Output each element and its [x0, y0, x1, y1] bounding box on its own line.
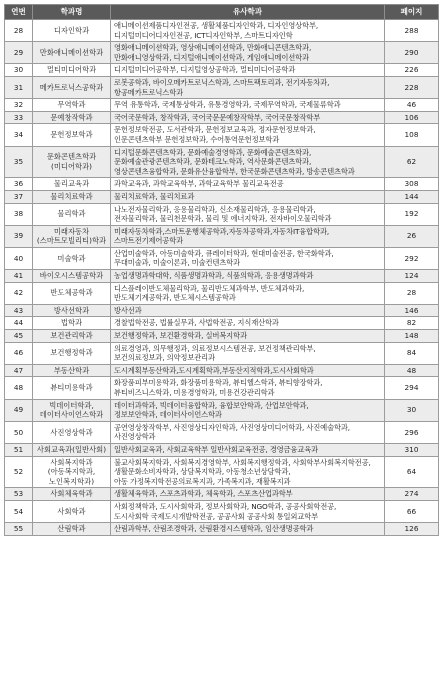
table-row — [5, 304, 439, 317]
department-cell — [33, 111, 111, 124]
similar-departments-cell — [111, 270, 385, 283]
department-name: 문헌정보학과 — [50, 130, 93, 140]
row-number: 48 — [5, 377, 33, 399]
row-number: 35 — [5, 146, 33, 178]
row-number: 46 — [5, 342, 33, 364]
table-row — [5, 421, 439, 443]
department-name: 보건행정학과 — [50, 348, 93, 358]
similar-departments-line: 나노전자물리학과, 응용물리학과, 신소재물리학과, 응용물리학과, — [114, 204, 316, 214]
department-name: 산림학과 — [57, 524, 86, 534]
similar-departments-line: 디지털미디어공학부, 디지털영상공학과, 멀티미디어공학과 — [114, 65, 296, 75]
similar-departments-line: 영화애니메이션학과, 영상애니메이션학과, 만화애니콘텐츠학과, — [114, 43, 312, 53]
table-row — [5, 20, 439, 42]
department-cell — [33, 99, 111, 112]
table-row — [5, 443, 439, 456]
similar-departments-line: 항공메카트로닉스학과 — [114, 87, 183, 97]
row-number: 28 — [5, 20, 33, 42]
similar-departments-line: 사진영상학과 — [114, 432, 156, 442]
row-number: 43 — [5, 304, 33, 317]
page-number: 308 — [385, 178, 439, 191]
header-row — [5, 5, 439, 20]
similar-departments-line: 도시계획부동산학과,도시계획학과,부동산지적학과,도시사회학과 — [114, 365, 314, 375]
department-name: 뷰티미용학과 — [50, 383, 93, 393]
header-department: 학과명 — [33, 5, 111, 20]
department-cell — [33, 456, 111, 488]
department-name: 보건관리학과 — [50, 331, 93, 341]
similar-departments-cell — [111, 304, 385, 317]
row-number: 52 — [5, 456, 33, 488]
major-table-sheet — [4, 4, 438, 536]
department-name: 무역학과 — [57, 100, 86, 110]
similar-departments-cell — [111, 20, 385, 42]
department-name: 사회복지학과 — [50, 457, 93, 467]
department-cell — [33, 500, 111, 522]
department-cell — [33, 76, 111, 98]
row-number: 49 — [5, 399, 33, 421]
row-number: 30 — [5, 64, 33, 77]
row-number: 34 — [5, 124, 33, 146]
table-row — [5, 342, 439, 364]
page-number: 192 — [385, 203, 439, 225]
similar-departments-line: 반도체기계공학과, 반도체시스템공학과 — [114, 293, 236, 303]
department-name: 반도체공학과 — [50, 288, 93, 298]
department-name: 멀티미디어학과 — [46, 65, 97, 75]
row-number: 54 — [5, 500, 33, 522]
department-cell — [33, 304, 111, 317]
row-number: 53 — [5, 488, 33, 501]
similar-departments-line: 일반사회교육과, 사회교육학부 일반사회교육전공, 경영금융교육과 — [114, 444, 319, 454]
page-number: 62 — [385, 146, 439, 178]
page-number: 290 — [385, 42, 439, 64]
table-header — [5, 5, 439, 20]
department-cell — [33, 330, 111, 343]
major-table — [4, 4, 439, 536]
similar-departments-cell — [111, 399, 385, 421]
similar-departments-cell — [111, 146, 385, 178]
page-number: 146 — [385, 304, 439, 317]
row-number: 41 — [5, 270, 33, 283]
row-number: 29 — [5, 42, 33, 64]
similar-departments-line: 만화애니영상학과, 디지털애니메이션학과, 게임애니메이션학과 — [114, 52, 309, 62]
table-row — [5, 330, 439, 343]
similar-departments-line: 보건의료정보과, 의약정보관리과 — [114, 353, 215, 363]
similar-departments-cell — [111, 342, 385, 364]
similar-departments-cell — [111, 203, 385, 225]
department-name: 물리학과 — [57, 209, 86, 219]
table-row — [5, 203, 439, 225]
page-number: 148 — [385, 330, 439, 343]
department-name: 디자인학과 — [53, 25, 90, 35]
similar-departments-line: 데이터과학과, 빅데이터융합학과, 융합보안학과, 산업보안학과, — [114, 400, 309, 410]
department-name: 메카트로닉스공학과 — [39, 82, 104, 92]
similar-departments-cell — [111, 421, 385, 443]
similar-departments-cell — [111, 282, 385, 304]
similar-departments-cell — [111, 500, 385, 522]
table-row — [5, 225, 439, 247]
similar-departments-line: 과학교육과, 과학교육학부, 과학교육학부 물리교육전공 — [114, 179, 284, 189]
department-cell — [33, 342, 111, 364]
similar-departments-line: 스마트전기제어공학과 — [114, 236, 183, 246]
similar-departments-cell — [111, 111, 385, 124]
similar-departments-line: 불교사회복지학과, 사회복지경영학부, 사회복지행정학과, 사회학부사회복지학전공, — [114, 457, 371, 467]
page-number: 64 — [385, 456, 439, 488]
header-number: 연번 — [5, 5, 33, 20]
similar-departments-cell — [111, 523, 385, 536]
department-cell — [33, 225, 111, 247]
similar-departments-line: 화장품피부미용학과, 화장품미용학과, 뷰티헬스학과, 뷰티향장학과, — [114, 378, 323, 388]
similar-departments-line: 방사선과 — [114, 305, 142, 315]
table-row — [5, 76, 439, 98]
similar-departments-line: 산림과학부, 산림조경학과, 산림환경시스템학과, 임산생명공학과 — [114, 524, 314, 534]
table-row — [5, 282, 439, 304]
department-name: 사회체육학과 — [50, 489, 93, 499]
similar-departments-line: 미래자동차학과,스마트운행체공학과,자동차공학과,자동차IT융합학과, — [114, 226, 330, 236]
header-page: 페이지 — [385, 5, 439, 20]
page-number: 30 — [385, 399, 439, 421]
similar-departments-line: 로봇공학과, 바이오메카트로닉스학과, 스마트팩토리과, 전기자동차과, — [114, 77, 330, 87]
department-name: 물리교육과 — [53, 179, 90, 189]
department-cell — [33, 124, 111, 146]
row-number: 45 — [5, 330, 33, 343]
department-name: 미래자동차 — [53, 226, 90, 236]
row-number: 38 — [5, 203, 33, 225]
department-name: 문화콘텐츠학과 — [46, 152, 97, 162]
table-row — [5, 42, 439, 64]
department-cell — [33, 203, 111, 225]
similar-departments-line: 뷰티비즈니스학과, 미용경영학과, 미용건강관리학과 — [114, 388, 275, 397]
department-name: 만화애니메이션학과 — [39, 47, 104, 57]
similar-departments-line: 농업생명과학대학, 식품생명과학과, 식품의학과, 응용생명과학과 — [114, 271, 314, 281]
row-number: 55 — [5, 523, 33, 536]
department-name: 데이터사이언스학과 — [39, 410, 104, 420]
department-cell — [33, 488, 111, 501]
similar-departments-line: 도시사회학 국제도시개발학전공, 공공사회 공공사회 통일외교학부 — [114, 511, 319, 521]
table-row — [5, 377, 439, 399]
table-row — [5, 456, 439, 488]
page-number: 228 — [385, 76, 439, 98]
page-number: 292 — [385, 247, 439, 269]
similar-departments-cell — [111, 42, 385, 64]
row-number: 33 — [5, 111, 33, 124]
department-name: 사진영상학과 — [50, 427, 93, 437]
header-similar-departments: 유사학과 — [111, 5, 385, 20]
similar-departments-line: 물리치료학과, 물리치료과 — [114, 191, 195, 201]
row-number: 37 — [5, 190, 33, 203]
row-number: 42 — [5, 282, 33, 304]
table-body — [5, 20, 439, 536]
table-row — [5, 500, 439, 522]
department-name: 노인복지학과) — [48, 476, 95, 486]
similar-departments-line: 문화예술관광콘텐츠학과, 문화테크노학과, 역사문화콘텐츠학과, — [114, 157, 312, 167]
similar-departments-cell — [111, 99, 385, 112]
department-cell — [33, 270, 111, 283]
department-cell — [33, 178, 111, 191]
table-row — [5, 146, 439, 178]
similar-departments-line: 디지털미디어디자인전공, ICT디자인학부, 스마트디자인학 — [114, 30, 293, 40]
department-name: 법학과 — [60, 318, 83, 328]
department-cell — [33, 399, 111, 421]
table-row — [5, 111, 439, 124]
page-number: 274 — [385, 488, 439, 501]
page-number: 108 — [385, 124, 439, 146]
page-number: 310 — [385, 443, 439, 456]
table-row — [5, 270, 439, 283]
similar-departments-line: 사회정책학과, 도시사회학과, 정보사회학과, NGO학과, 공공사회학전공, — [114, 501, 337, 511]
department-cell — [33, 282, 111, 304]
page-number: 294 — [385, 377, 439, 399]
department-name: 사회교육과(일반사회) — [36, 444, 107, 454]
row-number: 36 — [5, 178, 33, 191]
row-number: 32 — [5, 99, 33, 112]
similar-departments-line: 생활문화소비자학과, 상담복지학과, 아동청소년상담학과, — [114, 467, 291, 477]
department-name: 미술학과 — [57, 253, 86, 263]
similar-departments-line: 산업미술학과, 아동미술학과, 큐레이터학과, 현대미술전공, 한국화학과, — [114, 248, 334, 258]
similar-departments-cell — [111, 225, 385, 247]
department-cell — [33, 64, 111, 77]
department-name: (스마트모빌리티)학과 — [36, 236, 107, 246]
similar-departments-line: 애니메이션제품디자인전공, 생활체품디자인학과, 디자인영상학부, — [114, 21, 319, 30]
page-number: 106 — [385, 111, 439, 124]
row-number: 40 — [5, 247, 33, 269]
similar-departments-cell — [111, 247, 385, 269]
similar-departments-line: 전자물리학과, 물리천문학과, 물리 및 에너지학과, 전자바이오물리학과 — [114, 214, 332, 224]
row-number: 39 — [5, 225, 33, 247]
similar-departments-line: 영상콘텐츠융합학과, 문화유산융합학부, 한국문화콘텐츠학과, 방송콘텐츠학과 — [114, 166, 355, 176]
similar-departments-cell — [111, 330, 385, 343]
similar-departments-line: 보건행정학과, 보건환경학과, 실버복지학과 — [114, 331, 247, 341]
department-name: 물리치료학과 — [50, 191, 93, 201]
department-cell — [33, 20, 111, 42]
page-number: 126 — [385, 523, 439, 536]
page-number: 46 — [385, 99, 439, 112]
similar-departments-cell — [111, 190, 385, 203]
similar-departments-cell — [111, 488, 385, 501]
department-cell — [33, 317, 111, 330]
similar-departments-line: 정보보안학과, 데이터사이언스학과 — [114, 410, 222, 420]
similar-departments-line: 의료경영과, 의무행정과, 의료정보시스템전공, 보건정책관리학부, — [114, 343, 316, 353]
similar-departments-cell — [111, 64, 385, 77]
page-number: 84 — [385, 342, 439, 364]
table-row — [5, 364, 439, 377]
similar-departments-cell — [111, 456, 385, 488]
similar-departments-cell — [111, 377, 385, 399]
table-row — [5, 247, 439, 269]
similar-departments-line: 경찰법학전공, 법률실무과, 사법학전공, 지식재산학과 — [114, 318, 279, 328]
similar-departments-cell — [111, 178, 385, 191]
row-number: 51 — [5, 443, 33, 456]
table-row — [5, 64, 439, 77]
row-number: 47 — [5, 364, 33, 377]
department-cell — [33, 421, 111, 443]
department-name: (아동복지학과, — [47, 467, 96, 477]
page-number: 144 — [385, 190, 439, 203]
row-number: 50 — [5, 421, 33, 443]
department-cell — [33, 443, 111, 456]
similar-departments-cell — [111, 124, 385, 146]
department-cell — [33, 247, 111, 269]
department-cell — [33, 377, 111, 399]
table-row — [5, 178, 439, 191]
table-row — [5, 488, 439, 501]
page-number: 296 — [385, 421, 439, 443]
similar-departments-line: 공연영상창작학부, 사진영상디자인학과, 사진영상미디어학과, 사진예술학과, — [114, 422, 350, 432]
page-number: 124 — [385, 270, 439, 283]
table-row — [5, 124, 439, 146]
similar-departments-line: 국어국문학과, 창작학과, 국어국문문예창작학부, 국어국문창작학부 — [114, 112, 321, 122]
row-number: 31 — [5, 76, 33, 98]
similar-departments-line: 아동 가정복지학전공의료복지과, 가족복지과, 재활복지과 — [114, 476, 291, 486]
page-number: 66 — [385, 500, 439, 522]
table-row — [5, 399, 439, 421]
department-name: 부동산학과 — [53, 365, 90, 375]
page-number: 226 — [385, 64, 439, 77]
similar-departments-line: 문헌정보학전공, 도서관학과, 문헌정보교육과, 정자문헌정보학과, — [114, 125, 316, 135]
similar-departments-line: 디스플레이반도체물리학과, 물리반도체과학부, 반도체과학과, — [114, 283, 305, 293]
similar-departments-line: 인문콘텐츠학부 문헌정보학과, 수어통역문헌정보학과 — [114, 134, 280, 144]
table-row — [5, 99, 439, 112]
table-row — [5, 523, 439, 536]
department-name: (미디어학과) — [51, 161, 92, 171]
department-cell — [33, 146, 111, 178]
similar-departments-cell — [111, 364, 385, 377]
similar-departments-cell — [111, 76, 385, 98]
department-name: 빅데이터학과, — [49, 400, 94, 410]
department-name: 방사선학과 — [53, 305, 90, 315]
page-number: 28 — [385, 282, 439, 304]
similar-departments-cell — [111, 317, 385, 330]
similar-departments-line: 무대미술과, 미술이론과, 미술컨텐츠학과 — [114, 258, 240, 268]
department-name: 바이오시스템공학과 — [39, 271, 104, 281]
similar-departments-cell — [111, 443, 385, 456]
row-number: 44 — [5, 317, 33, 330]
department-name: 문예창작학과 — [50, 112, 93, 122]
department-cell — [33, 42, 111, 64]
page-number: 82 — [385, 317, 439, 330]
department-name: 사회학과 — [57, 506, 86, 516]
page-number: 26 — [385, 225, 439, 247]
page-number: 288 — [385, 20, 439, 42]
department-cell — [33, 190, 111, 203]
similar-departments-line: 디지털문화콘텐츠학과, 문화예술경영학과, 문화예술콘텐츠학과, — [114, 147, 312, 157]
table-row — [5, 190, 439, 203]
page-number: 48 — [385, 364, 439, 377]
similar-departments-line: 무역 유통학과, 국제통상학과, 유통경영학과, 국제무역학과, 국제물류학과 — [114, 100, 341, 110]
department-cell — [33, 523, 111, 536]
similar-departments-line: 생활체육학과, 스포츠과학과, 체육학과, 스포츠산업과학부 — [114, 489, 293, 499]
department-cell — [33, 364, 111, 377]
table-row — [5, 317, 439, 330]
